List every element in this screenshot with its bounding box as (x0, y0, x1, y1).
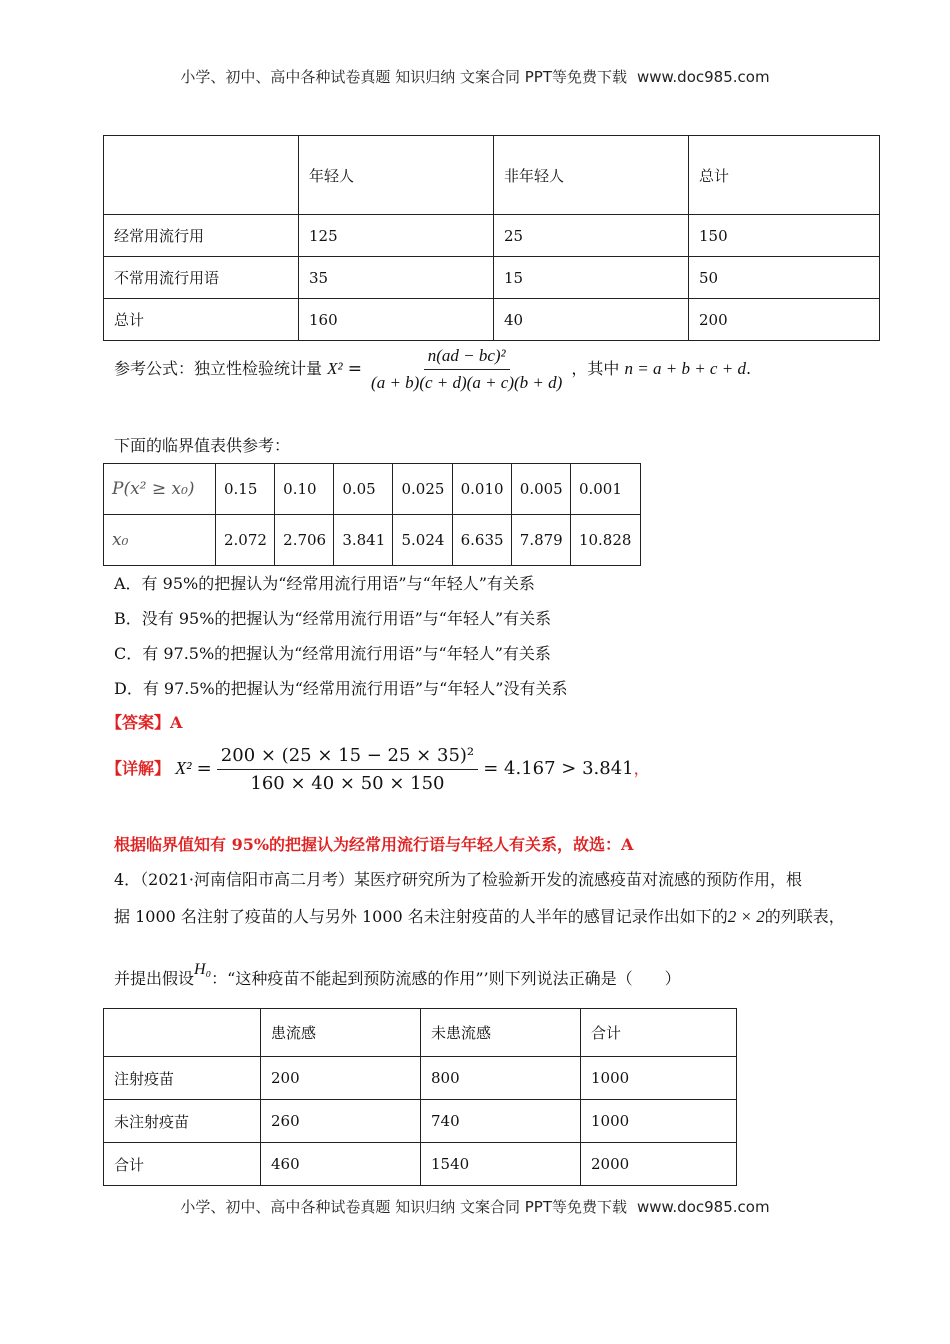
question-4-line-1: 4．（2021·河南信阳市高二月考）某医疗研究所为了检验新开发的流感疫苗对流感的预防作用，根 (114, 870, 802, 889)
table-cell: 125 (299, 215, 494, 257)
table-cell: 2.072 (216, 515, 275, 566)
q4-line2-text-b: 的列联表， (764, 907, 845, 926)
table-cell: 3.841 (334, 515, 393, 566)
question-4-line-3 (114, 961, 681, 989)
detail-line (106, 745, 650, 794)
detail-fraction (217, 745, 478, 794)
detail-label: 【详解】 (106, 759, 171, 778)
table-cell: 未注射疫苗 (104, 1100, 261, 1143)
table-row (104, 1143, 737, 1186)
table-cell: 1540 (421, 1143, 581, 1186)
page-footer (0, 1196, 950, 1217)
table-cell: 10.828 (570, 515, 640, 566)
detail-eq: = (196, 758, 212, 779)
table-cell: 50 (689, 257, 880, 299)
formula-denominator: (a + b)(c + d)(a + c)(b + d) (371, 373, 563, 392)
table-cell: 260 (261, 1100, 421, 1143)
usage-contingency-table (103, 135, 880, 341)
table-header-row (104, 136, 880, 215)
table-cell: 460 (261, 1143, 421, 1186)
header-text: 小学、初中、高中各种试卷真题 知识归纳 文案合同 PPT等免费下载 (180, 68, 627, 86)
q4-hypothesis-symbol: H₀ (194, 961, 212, 978)
table-header-row (104, 1009, 737, 1057)
table-cell: 15 (494, 257, 689, 299)
table-cell: 总计 (104, 299, 299, 341)
option-b: B．没有 95%的把握认为“经常用流行用语”与“年轻人”有关系 (114, 609, 552, 628)
q4-line2-math: 2 × 2 (727, 907, 765, 926)
table-cell: 2.706 (275, 515, 334, 566)
answer-value: A (170, 713, 183, 732)
table-cell: 740 (421, 1100, 581, 1143)
table-cell (104, 136, 299, 215)
formula-mid: ，其中 (571, 359, 620, 378)
table-cell: 40 (494, 299, 689, 341)
table-header-cell: 非年轻人 (494, 136, 689, 215)
detail-lhs: X² (175, 758, 192, 778)
formula-eq: = (347, 359, 362, 379)
q4-line2-text-a: 据 1000 名注射了疫苗的人与另外 1000 名未注射疫苗的人半年的感冒记录作出如下的 (114, 907, 728, 926)
table-row (104, 299, 880, 341)
header-site[interactable]: www.doc985.com (636, 68, 770, 86)
formula-n-definition: n = a + b + c + d (624, 359, 746, 378)
table-cell: 2000 (581, 1143, 737, 1186)
formula-lhs: X² (327, 359, 343, 378)
table-cell: 1000 (581, 1057, 737, 1100)
table-cell: 不常用流行用语 (104, 257, 299, 299)
table-header-cell: 合计 (581, 1009, 737, 1057)
table-cell: 5.024 (393, 515, 452, 566)
table-cell (104, 1009, 261, 1057)
option-a: A．有 95%的把握认为“经常用流行用语”与“年轻人”有关系 (114, 574, 535, 593)
table-cell: 0.10 (275, 464, 334, 515)
detail-result: = 4.167 > 3.841 (483, 758, 634, 779)
conclusion: 根据临界值知有 95%的把握认为经常用流行语与年轻人有关系，故选：A (114, 835, 634, 854)
page-header (0, 66, 950, 87)
table-cell: 800 (421, 1057, 581, 1100)
detail-numerator: 200 × (25 × 15 − 25 × 35)² (217, 745, 478, 770)
table-cell: 注射疫苗 (104, 1057, 261, 1100)
table-cell: 35 (299, 257, 494, 299)
table-cell: 0.05 (334, 464, 393, 515)
table-cell: 合计 (104, 1143, 261, 1186)
footer-text: 小学、初中、高中各种试卷真题 知识归纳 文案合同 PPT等免费下载 (180, 1198, 627, 1216)
table-cell: 7.879 (511, 515, 570, 566)
formula-numerator: n(ad − bc)² (424, 346, 510, 370)
table-cell: 200 (261, 1057, 421, 1100)
critical-value-table (103, 463, 641, 566)
formula-end: . (745, 359, 752, 378)
table-cell: 0.005 (511, 464, 570, 515)
detail-denominator: 160 × 40 × 50 × 150 (250, 773, 445, 794)
table-header-cell: 患流感 (261, 1009, 421, 1057)
footer-site[interactable]: www.doc985.com (636, 1198, 770, 1216)
table-row (104, 215, 880, 257)
table-header-cell: 总计 (689, 136, 880, 215)
table-cell: 0.010 (452, 464, 511, 515)
option-c: C．有 97.5%的把握认为“经常用流行用语”与“年轻人”有关系 (114, 644, 551, 663)
formula-prefix: 参考公式：独立性检验统计量 (114, 359, 323, 378)
table-row (104, 1057, 737, 1100)
table-row (104, 1100, 737, 1143)
table-header-cell: 未患流感 (421, 1009, 581, 1057)
vaccine-contingency-table (103, 1008, 737, 1186)
table-cell: 200 (689, 299, 880, 341)
table-row (104, 464, 641, 515)
table-row (104, 257, 880, 299)
answer-label: 【答案】 (106, 713, 171, 732)
detail-tail: ， (633, 759, 650, 778)
table-cell: 160 (299, 299, 494, 341)
formula-fraction (367, 346, 566, 393)
table-header-cell: 年轻人 (299, 136, 494, 215)
table-cell: 经常用流行用 (104, 215, 299, 257)
table-cell: 0.025 (393, 464, 452, 515)
table-row (104, 515, 641, 566)
option-d: D．有 97.5%的把握认为“经常用流行用语”与“年轻人”没有关系 (114, 679, 568, 698)
table-cell: 6.635 (452, 515, 511, 566)
answer-line (106, 710, 182, 733)
p-label-cell: P(x² ≥ x₀) (104, 464, 216, 515)
table-cell: 0.001 (570, 464, 640, 515)
critical-table-intro: 下面的临界值表供参考： (114, 436, 291, 455)
table-cell: 150 (689, 215, 880, 257)
q4-line3-text-a: 并提出假设 (114, 969, 195, 988)
question-4-line-2 (114, 904, 845, 927)
table-cell: 0.15 (216, 464, 275, 515)
x0-label-cell: x₀ (104, 515, 216, 566)
reference-formula (114, 346, 751, 393)
q4-line3-text-b: ：“这种疫苗不能起到预防流感的作用”’则下列说法正确是（ ） (211, 969, 681, 988)
table-cell: 25 (494, 215, 689, 257)
table-cell: 1000 (581, 1100, 737, 1143)
